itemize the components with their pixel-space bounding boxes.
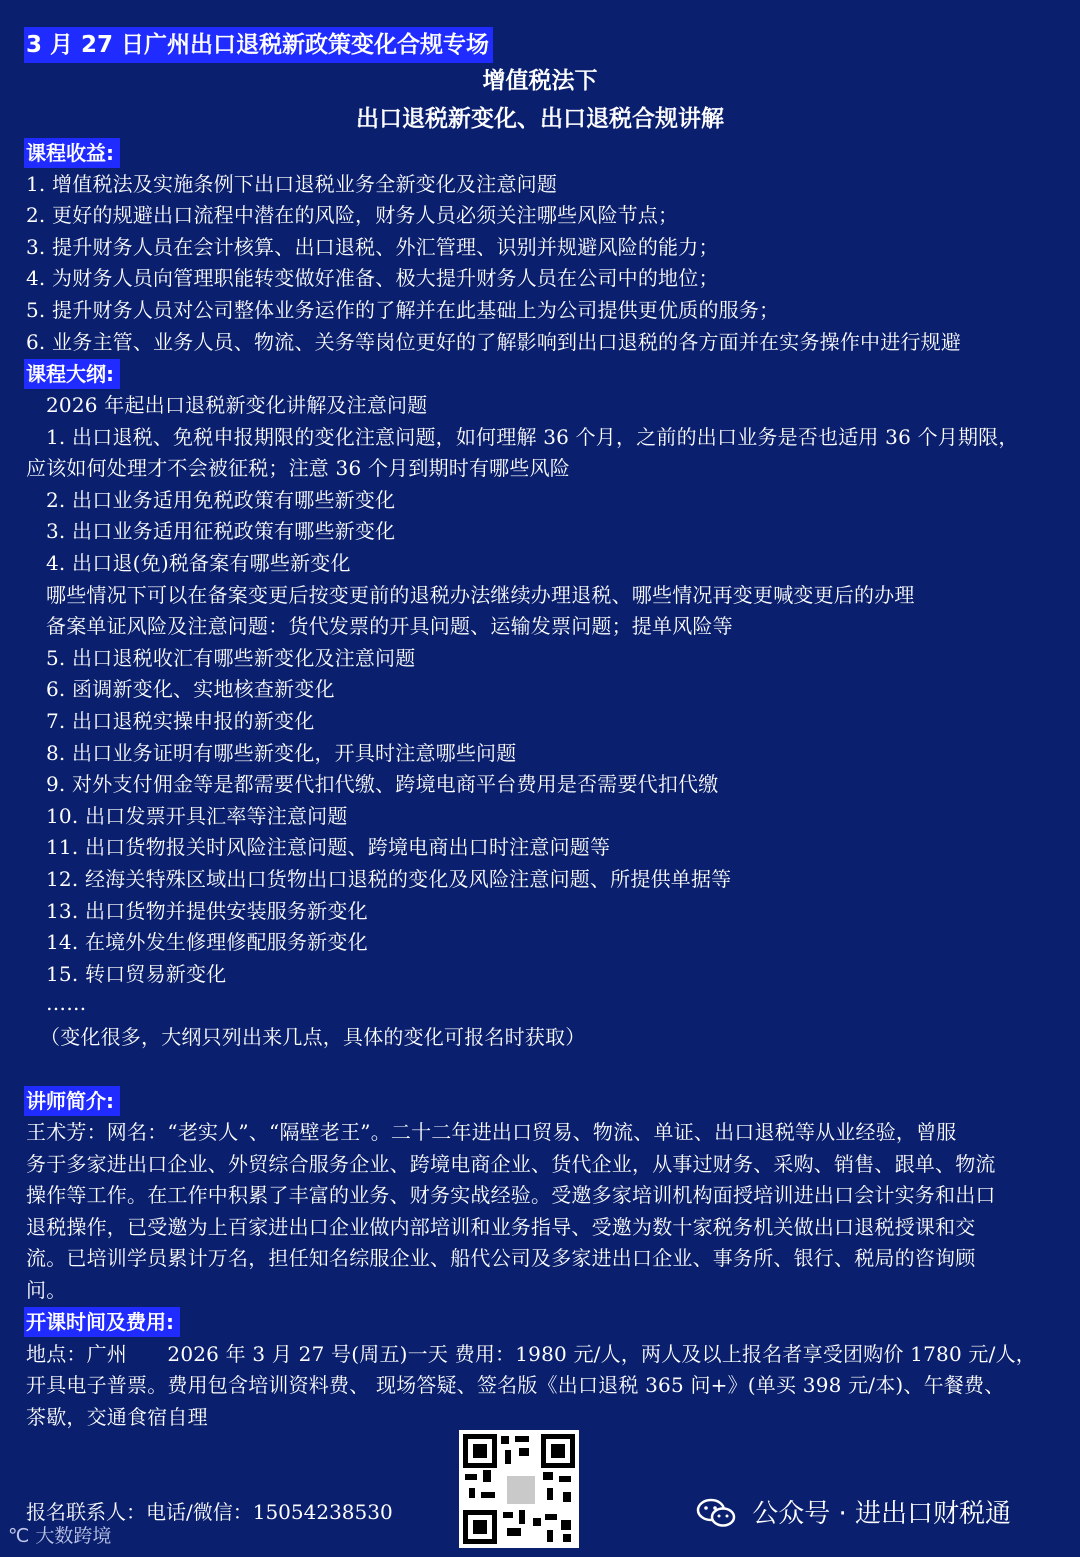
watermark-logo-icon: ℃ (8, 1525, 30, 1547)
qr-finder (463, 1434, 497, 1468)
watermark-right-text: 公众号 · 进出口财税通 (752, 1499, 1012, 1529)
qr-finder (541, 1434, 575, 1468)
outline-item: 11. 出口货物报关时风险注意问题、跨境电商出口时注意问题等 (46, 835, 611, 859)
outline-intro: 2026 年起出口退税新变化讲解及注意问题 (46, 393, 428, 417)
qr-finder (463, 1510, 497, 1544)
teacher-heading: 讲师简介: (24, 1086, 120, 1116)
benefit-item: 2. 更好的规避出口流程中潜在的风险，财务人员必须关注哪些风险节点； (26, 203, 679, 227)
watermark-right (696, 1496, 1011, 1532)
contact-info: 报名联系人：电话/微信：15054238530 (26, 1500, 393, 1524)
benefit-item: 5. 提升财务人员对公司整体业务运作的了解并在此基础上为公司提供更优质的服务； (26, 298, 780, 322)
outline-item: 15. 转口贸易新变化 (46, 962, 227, 986)
outline-item: 1. 出口退税、免税申报期限的变化注意问题，如何理解 36 个月，之前的出口业务是否也适用 36 个月期限， (46, 425, 1019, 449)
benefit-item: 3. 提升财务人员在会计核算、出口退税、外汇管理、识别并规避风险的能力； (26, 235, 719, 259)
qr-code[interactable] (459, 1430, 579, 1548)
title-line-2: 出口退税新变化、出口退税合规讲解 (356, 106, 724, 132)
watermark-left-text: 大数跨境 (35, 1525, 112, 1547)
title-line-1: 增值税法下 (482, 68, 598, 94)
outline-ellipsis: …… (46, 991, 87, 1015)
teacher-bio-line: 务于多家进出口企业、外贸综合服务企业、跨境电商企业、货代企业，从事过财务、采购、销售、跟单、物流 (26, 1152, 996, 1176)
teacher-bio-line: 退税操作，已受邀为上百家进出口企业做内部培训和业务指导、受邀为数十家税务机关做出口退税授课和交 (26, 1215, 976, 1239)
teacher-bio-line: 问。 (26, 1278, 67, 1302)
benefit-item: 6. 业务主管、业务人员、物流、关务等岗位更好的了解影响到出口退税的各方面并在实务操作中进行规避 (26, 330, 962, 354)
outline-item: 12. 经海关特殊区域出口货物出口退税的变化及风险注意问题、所提供单据等 (46, 867, 732, 891)
outline-subitem: 备案单证风险及注意问题：货代发票的开具问题、运输发票问题；提单风险等 (46, 614, 733, 638)
schedule-heading: 开课时间及费用: (24, 1307, 180, 1337)
benefit-item: 1. 增值税法及实施条例下出口退税业务全新变化及注意问题 (26, 172, 558, 196)
teacher-bio-line: 操作等工作。在工作中积累了丰富的业务、财务实战经验。受邀多家培训机构面授培训进出口会计实务和出口 (26, 1183, 996, 1207)
outline-item: 6. 函调新变化、实地核查新变化 (46, 677, 335, 701)
benefit-item: 4. 为财务人员向管理职能转变做好准备、极大提升财务人员在公司中的地位； (26, 266, 719, 290)
outline-heading: 课程大纲: (24, 359, 120, 389)
wechat-icon (696, 1498, 736, 1528)
outline-subitem: 哪些情况下可以在备案变更后按变更前的退税办法继续办理退税、哪些情况再变更喊变更后的办理 (46, 583, 915, 607)
outline-item: 2. 出口业务适用免税政策有哪些新变化 (46, 488, 396, 512)
outline-item-continued: 应该如何处理才不会被征税；注意 36 个月到期时有哪些风险 (26, 456, 570, 480)
schedule-line: 地点：广州 2026 年 3 月 27 号(周五)一天 费用：1980 元/人，两人及以上报名者享受团购价 1780 元/人， (26, 1342, 1036, 1366)
teacher-bio-line: 王术芳：网名：“老实人”、“隔壁老王”。二十二年进出口贸易、物流、单证、出口退税等从业经验，曾服 (26, 1120, 957, 1144)
outline-item: 8. 出口业务证明有哪些新变化，开具时注意哪些问题 (46, 741, 517, 765)
outline-item: 10. 出口发票开具汇率等注意问题 (46, 804, 348, 828)
outline-item: 13. 出口货物并提供安装服务新变化 (46, 899, 368, 923)
watermark-left (8, 1523, 111, 1549)
outline-note: （变化很多，大纲只列出来几点，具体的变化可报名时获取） (40, 1025, 586, 1049)
banner-title: 3 月 27 日广州出口退税新政策变化合规专场 (24, 27, 493, 63)
schedule-line: 茶歇，交通食宿自理 (26, 1405, 208, 1429)
outline-item: 9. 对外支付佣金等是都需要代扣代缴、跨境电商平台费用是否需要代扣代缴 (46, 772, 719, 796)
outline-item: 3. 出口业务适用征税政策有哪些新变化 (46, 519, 396, 543)
schedule-line: 开具电子普票。费用包含培训资料费、 现场答疑、签名版《出口退税 365 问+》(单买 398 元/本)、午餐费、 (26, 1373, 1005, 1397)
outline-item: 14. 在境外发生修理修配服务新变化 (46, 930, 368, 954)
outline-item: 4. 出口退(免)税备案有哪些新变化 (46, 551, 351, 575)
outline-item: 7. 出口退税实操申报的新变化 (46, 709, 315, 733)
qr-logo (505, 1474, 537, 1506)
teacher-bio-line: 流。已培训学员累计万名，担任知名综服企业、船代公司及多家进出口企业、事务所、银行、税局的咨询顾 (26, 1246, 976, 1270)
benefits-heading: 课程收益: (24, 138, 120, 168)
outline-item: 5. 出口退税收汇有哪些新变化及注意问题 (46, 646, 416, 670)
